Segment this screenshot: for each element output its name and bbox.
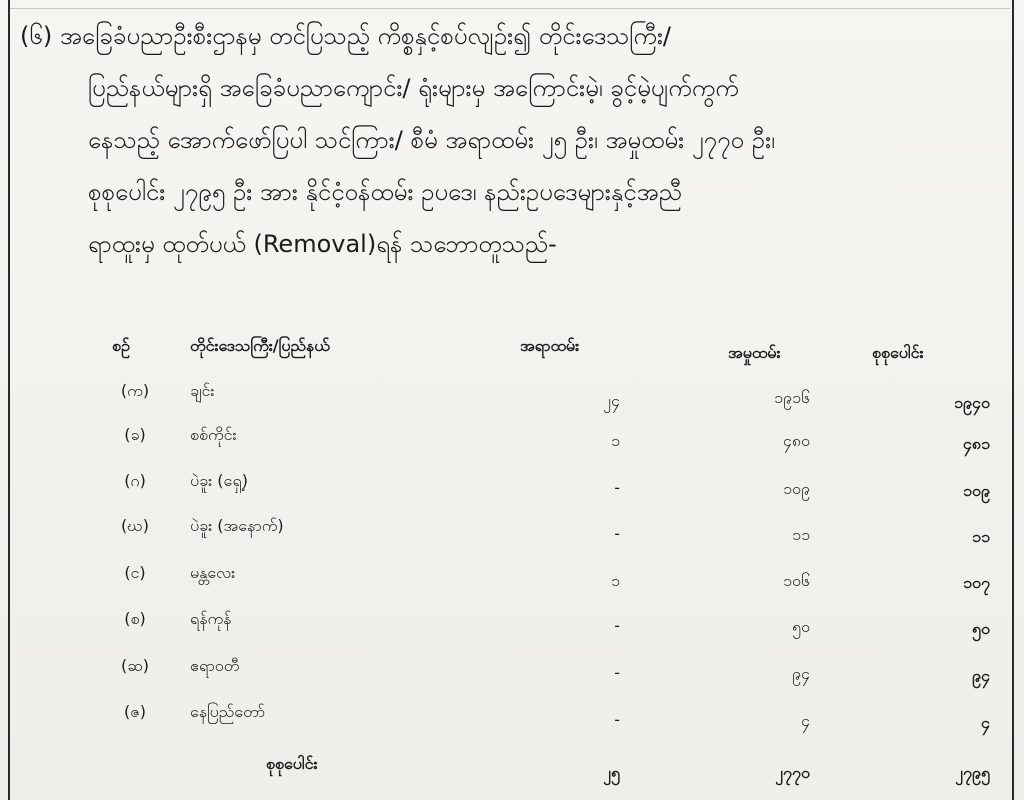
row-officers: - [614,663,620,682]
row-staff: ၁၀၆ [783,571,810,590]
row-officers: - [614,710,620,729]
row-officers: - [614,616,620,635]
footer-staff: ၂၇၇၀ [775,763,810,782]
row-region: ပဲခူး (ရှေ့) [190,471,248,490]
paragraph-line: နေသည့် အောက်ဖော်ပြပါ သင်ကြား/ စီမံ အရာထမ်း ၂၅ ဦး၊ အမှုထမ်း ၂၇၇၀ ဦး၊ [88,126,775,154]
row-region: ဧရာဝတီ [190,656,240,675]
paragraph-line: ပြည်နယ်များရှိ အခြေခံပညာကျောင်း/ ရုံးများမှ အကြောင်းမဲ့၊ ခွင့်မဲ့ပျက်ကွက် [88,74,739,102]
right-border-line [1012,0,1014,800]
row-officers: ၁ [611,431,620,450]
row-region: မန္တလေး [190,563,236,582]
row-region: ပဲခူး (အနောက်) [190,516,284,535]
row-staff: ၁၀၉ [783,479,810,498]
row-number: (င) [124,563,146,582]
footer-officers: ၂၅ [603,763,620,782]
header-officers: အရာထမ်း [520,336,580,355]
row-officers: ၂၄ [603,391,620,410]
top-border [10,0,1010,9]
row-staff: ၄၈၀ [782,431,810,450]
header-staff: အမှုထမ်း [728,343,781,362]
row-officers: - [614,478,620,497]
row-staff: ၁၁ [792,525,810,544]
row-number: (စ) [124,609,146,628]
header-total: စုစုပေါင်း [872,343,924,362]
row-region: ချင်း [190,381,215,400]
row-total: ၁၀၇ [963,573,990,592]
row-region: နေပြည်တော် [190,702,266,721]
paragraph-line: ရာထူးမှ ထုတ်ပယ် (Removal)ရန် သဘောတူသည်- [88,230,557,258]
footer-total: ၂၇၉၅ [955,763,990,782]
row-number: (ခ) [124,425,146,444]
row-number: (ဃ) [120,516,150,535]
paragraph-line: (၆) အခြေခံပညာဦးစီးဌာနမှ တင်ပြသည့် ကိစ္စနှင့်စပ်လျဉ်း၍ တိုင်းဒေသကြီး/ [20,22,671,50]
row-total: ၅၀ [972,619,990,638]
row-total: ၉၄ [972,666,990,685]
paragraph-line: စုစုပေါင်း ၂၇၉၅ ဦး အား နိုင်ငံ့ဝန်ထမ်း ဥပဒေ၊ နည်းဥပဒေများနှင့်အညီ [88,178,682,206]
row-number: (ဂ) [124,471,146,490]
row-staff: ၅၀ [792,617,810,636]
row-total: ၁၁ [972,527,990,546]
row-number: (က) [120,381,150,400]
row-officers: ၁ [611,571,620,590]
paragraph [20,10,1005,270]
row-staff: ၄ [801,711,810,730]
row-region: စစ်ကိုင်း [190,425,237,444]
footer-label: စုစုပေါင်း [266,754,318,773]
row-total: ၄ [981,713,990,732]
row-total: ၁၉၄၀ [954,393,990,412]
row-number: (ဆ) [121,656,149,675]
row-total: ၄၈၁ [962,434,990,453]
header-region: တိုင်းဒေသကြီး/ပြည်နယ် [190,336,330,355]
row-staff: ၁၉၁၆ [774,388,810,407]
header-no: စဉ် [112,336,130,355]
row-officers: - [614,524,620,543]
row-number: (ဇ) [124,702,146,721]
row-total: ၁၀၉ [963,481,990,500]
row-region: ရန်ကုန် [190,609,232,628]
left-border-line [8,0,10,800]
row-staff: ၉၄ [792,664,810,683]
